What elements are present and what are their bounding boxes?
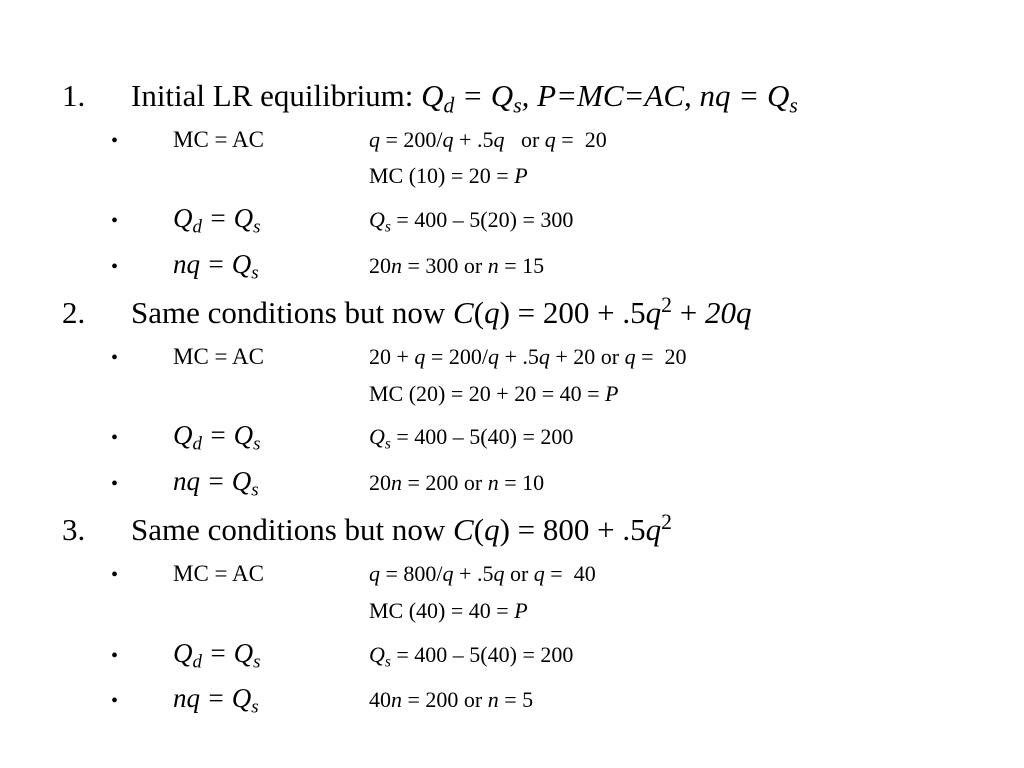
bullet-icon: •: [111, 256, 119, 278]
bullet-equation-line2: MC (20) = 20 + 20 = 40 = P: [369, 381, 619, 406]
heading-formula: Q: [421, 78, 444, 113]
bullet-label: MC = AC: [173, 127, 264, 152]
heading-eq1: = Q: [454, 78, 514, 113]
bullet-equation: $Q_s = 400 - 5(20) = 300$: [369, 207, 574, 236]
bullet-equation: 20n = 300 or n = 15: [369, 253, 545, 278]
bullet-icon: •: [111, 347, 119, 369]
bullet-equation: 20 + q = 200/q + .5q + 20 or q = 20: [369, 344, 687, 369]
bullet-icon: •: [111, 210, 119, 232]
bullet-equation: 40n = 200 or n = 5: [369, 687, 534, 712]
bullet-label: $Q_d = Q_s$: [173, 638, 261, 673]
bullet-equation: q = 800/q + .5q or q = 40: [369, 561, 596, 586]
bullet-icon: •: [111, 645, 119, 667]
heading-eq1-sub: s: [513, 93, 522, 118]
item-heading: Same conditions but now $C(q) = 200 + .5q^2 + 20q$: [131, 293, 752, 330]
item-number: 3.: [62, 512, 86, 547]
bullet-label: nq = $Q_s$: [173, 249, 259, 284]
item-number: 1.: [62, 78, 86, 113]
bullet-label: nq = $Q_s$: [173, 466, 259, 501]
bullet-label: nq = $Q_s$: [173, 683, 259, 718]
eq-var: q: [369, 127, 380, 152]
bullet-icon: •: [111, 473, 119, 495]
bullet-icon: •: [111, 564, 119, 586]
item-heading: [131, 78, 798, 118]
bullet-label: $Q_d = Q_s$: [173, 203, 261, 238]
item-heading: Same conditions but now $C(q) = 800 + .5q^2$: [131, 510, 672, 547]
bullet-label: MC = AC: [173, 344, 264, 369]
bullet-icon: •: [111, 690, 119, 712]
bullet-equation: $Q_s = 400 - 5(40) = 200$: [369, 424, 574, 453]
heading-formula-sub: d: [443, 93, 455, 118]
bullet-equation-line2: MC (10) = 20 = P: [369, 163, 528, 188]
bullet-icon: •: [111, 427, 119, 449]
heading-rest: , P=MC=AC, nq = Q: [521, 78, 790, 113]
bullet-label: $Q_d = Q_s$: [173, 420, 261, 455]
heading-prefix: Initial LR equilibrium:: [131, 78, 422, 113]
bullet-icon: •: [111, 130, 119, 152]
bullet-equation: $Q_s = 400 - 5(40) = 200$: [369, 642, 574, 671]
item-number: 2.: [62, 295, 86, 330]
bullet-equation: 20n = 200 or n = 10: [369, 470, 545, 495]
bullet-label: MC = AC: [173, 561, 264, 586]
bullet-equation: q = 200/q + .5q or q = 20: [369, 127, 607, 152]
bullet-equation-line2: MC (40) = 40 = P: [369, 598, 528, 623]
heading-rest-sub: s: [789, 93, 798, 118]
